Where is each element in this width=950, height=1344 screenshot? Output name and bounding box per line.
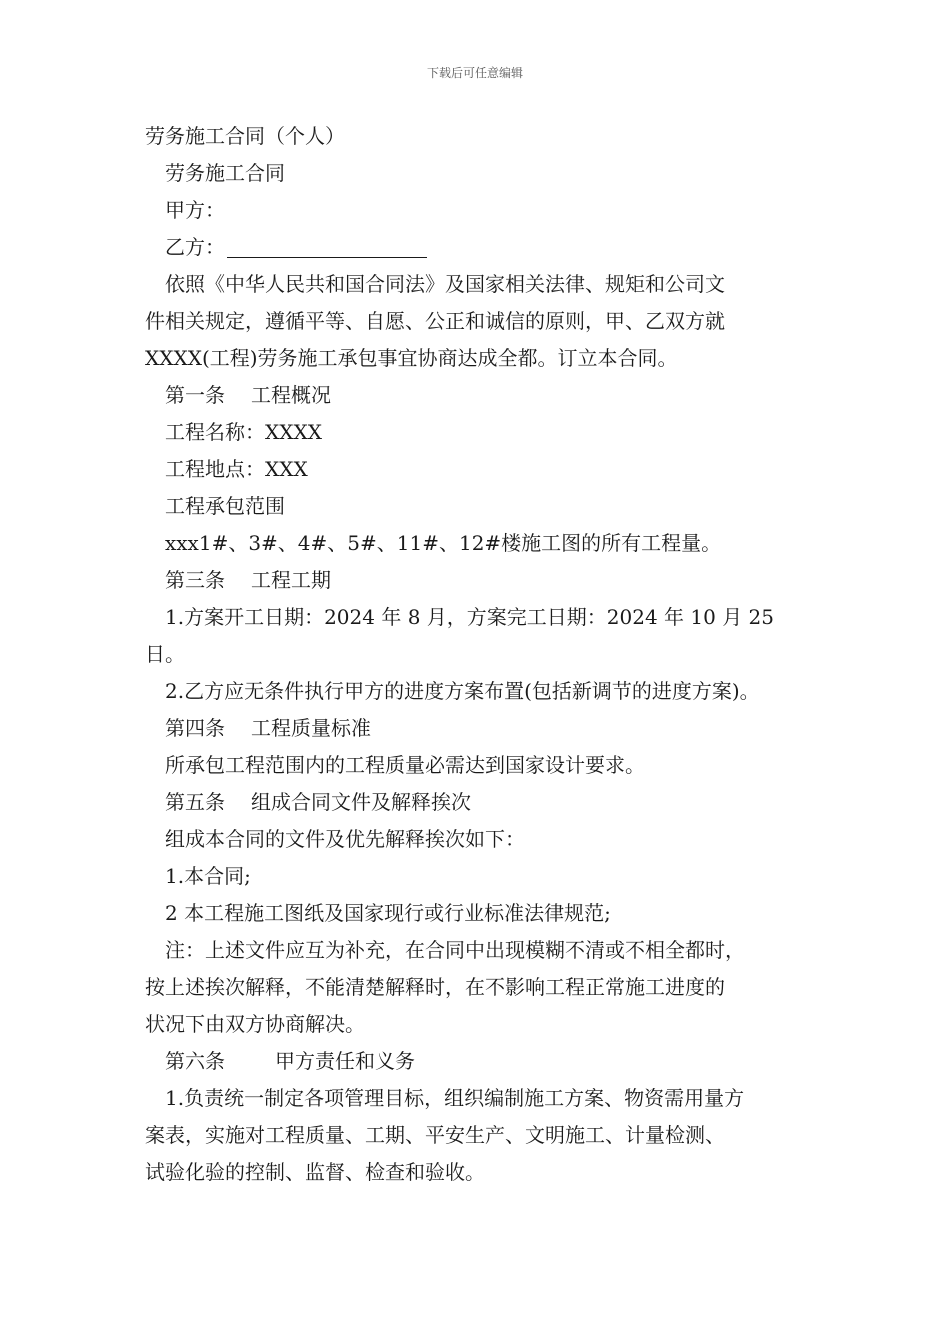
- article-1-heading: [145, 377, 825, 414]
- document-title: 劳务施工合同（个人）: [145, 124, 345, 148]
- project-site: 工程地点：XXX: [165, 457, 308, 481]
- article-4-heading: [145, 710, 825, 747]
- article-4-number: 第四条: [165, 716, 225, 740]
- note-line-3: 状况下由双方协商解决。: [145, 1012, 365, 1036]
- article-6-heading: [145, 1043, 825, 1080]
- article-6-number: 第六条: [165, 1049, 225, 1073]
- article-3-heading: [145, 562, 825, 599]
- page-header-note: 下载后可任意编辑: [426, 66, 523, 80]
- article-3-number: 第三条: [165, 568, 225, 592]
- article-1-title: 工程概况: [251, 383, 331, 407]
- intro-line-1: 依照《中华人民共和国合同法》及国家相关法律、规矩和公司文: [165, 272, 725, 296]
- doc-item-1: 1.本合同;: [165, 864, 251, 888]
- note-line-2: 按上述挨次解释，不能清楚解释时，在不影响工程正常施工进度的: [145, 975, 725, 999]
- scope-text: xxx1#、3#、4#、5#、11#、12#楼施工图的所有工程量。: [165, 531, 722, 555]
- article-5-heading: [145, 784, 825, 821]
- term-1-line-2: 日。: [145, 642, 185, 666]
- project-name: 工程名称：XXXX: [165, 420, 322, 444]
- article-3-title: 工程工期: [251, 568, 331, 592]
- article-4-title: 工程质量标准: [251, 716, 371, 740]
- article-5-title: 组成合同文件及解释挨次: [251, 790, 471, 814]
- article-6-title: 甲方责任和义务: [275, 1049, 415, 1073]
- quality-text: 所承包工程范围内的工程质量必需达到国家设计要求。: [165, 753, 645, 777]
- intro-line-2: 件相关规定，遵循平等、自愿、公正和诚信的原则，甲、乙双方就: [145, 309, 725, 333]
- scope-title: 工程承包范围: [165, 494, 285, 518]
- note-line-1: 注：上述文件应互为补充，在合同中出现模糊不清或不相全都时，: [165, 938, 745, 962]
- article-1-number: 第一条: [165, 383, 225, 407]
- party-b-blank-line: [227, 231, 427, 258]
- party-a-label: 甲方：: [165, 198, 225, 222]
- document-subtitle: 劳务施工合同: [165, 161, 285, 185]
- article-5-number: 第五条: [165, 790, 225, 814]
- duty-1-line-1: 1.负责统一制定各项管理目标，组织编制施工方案、物资需用量方: [165, 1086, 745, 1110]
- duty-1-line-2: 案表，实施对工程质量、工期、平安生产、文明施工、计量检测、: [145, 1123, 725, 1147]
- term-2: 2.乙方应无条件执行甲方的进度方案布置(包括新调节的进度方案)。: [165, 679, 760, 703]
- intro-line-3: XXXX(工程)劳务施工承包事宜协商达成全都。订立本合同。: [145, 346, 678, 370]
- docs-intro: 组成本合同的文件及优先解释挨次如下：: [165, 827, 525, 851]
- party-b-label: 乙方：: [165, 235, 225, 259]
- duty-1-line-3: 试验化验的控制、监督、检查和验收。: [145, 1160, 485, 1184]
- term-1-line-1: 1.方案开工日期：2024 年 8 月，方案完工日期：2024 年 10 月 25: [165, 605, 775, 629]
- doc-item-2: 2 本工程施工图纸及国家现行或行业标准法律规范;: [165, 901, 611, 925]
- document-body: [145, 118, 825, 1191]
- party-b-row: [145, 229, 825, 266]
